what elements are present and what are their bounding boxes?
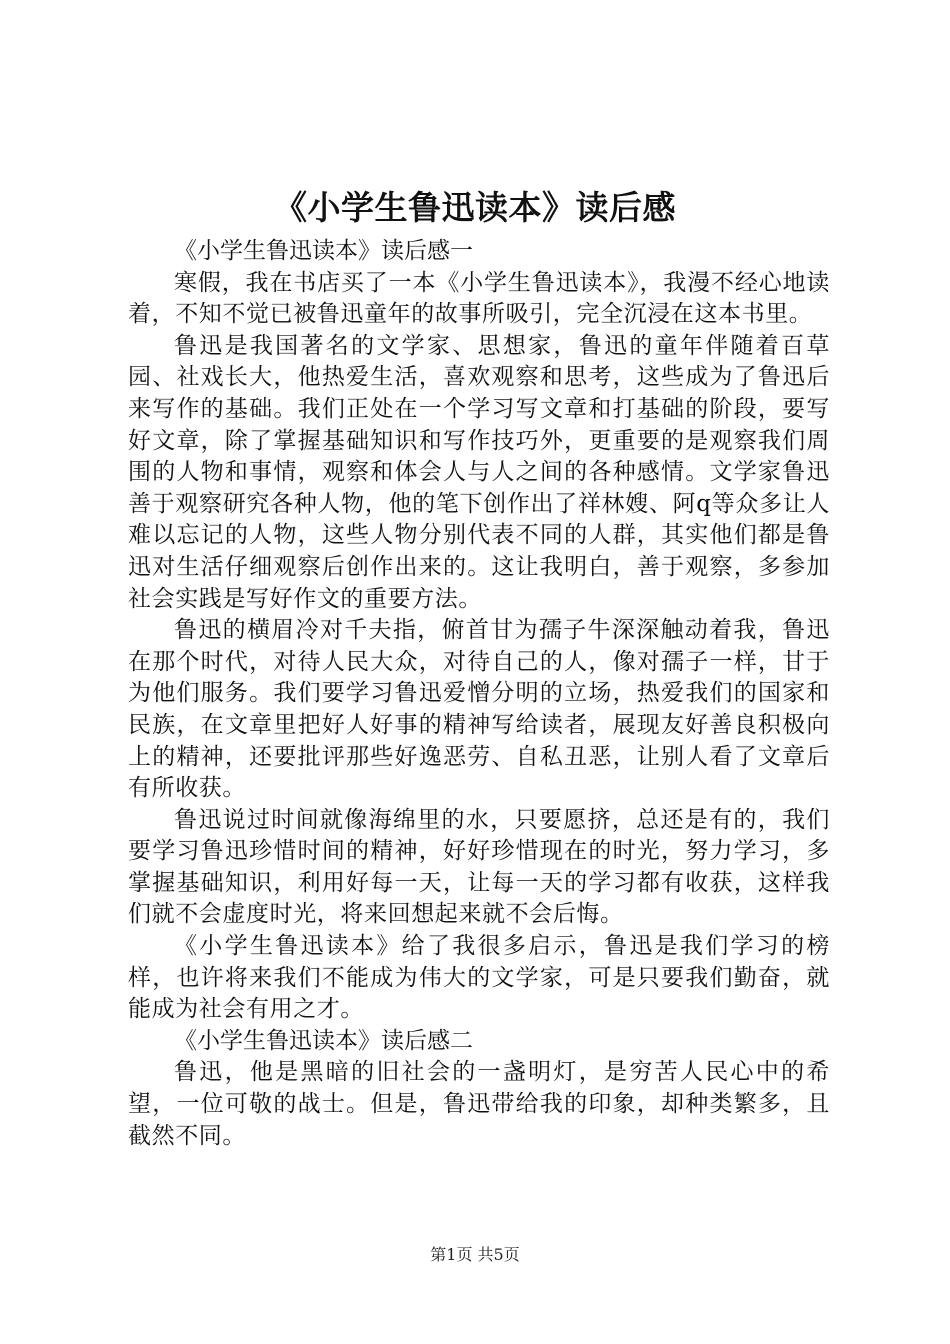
paragraph: 鲁迅的横眉冷对千夫指，俯首甘为孺子牛深深触动着我，鲁迅在那个时代，对待人民大众，对待自己的人，像对孺子一样，甘于为他们服务。我们要学习鲁迅爱憎分明的立场，热爱我们的国家和民族，在文章里把好人好事的精神写给读者，展现友好善良积极向上的精神，还要批评那些好逸恶劳、自私丑恶，让别人看了文章后有所收获。 [128,617,830,802]
paragraph: 寒假，我在书店买了一本《小学生鲁迅读本》，我漫不经心地读着，不知不觉已被鲁迅童年的故事所吸引，完全沉浸在这本书里。 [128,269,830,328]
paragraph: 鲁迅说过时间就像海绵里的水，只要愿挤，总还是有的，我们要学习鲁迅珍惜时间的精神，好好珍惜现在的时光，努力学习，多掌握基础知识，利用好每一天，让每一天的学习都有收获，这样我们就不会虚度时光，将来回想起来就不会后悔。 [128,806,830,928]
section-heading-1: 《小学生鲁迅读本》读后感一 [174,238,473,264]
paragraph: 《小学生鲁迅读本》给了我很多启示，鲁迅是我们学习的榜样，也许将来我们不能成为伟大的文学家，可是只要我们勤奋，就能成为社会有用之才。 [128,933,830,1023]
document-body [128,236,830,1152]
paragraph: 鲁迅是我国著名的文学家、思想家，鲁迅的童年伴随着百草园、社戏长大，他热爱生活，喜欢观察和思考，这些成为了鲁迅后来写作的基础。我们正处在一个学习写文章和打基础的阶段，要写好文章，除了掌握基础知识和写作技巧外，更重要的是观察我们周围的人物和事情，观察和体会人与人之间的各种感情。文学家鲁迅善于观察研究各种人物，他的笔下创作出了祥林嫂、阿q等众多让人难以忘记的人物，这些人物分别代表不同的人群，其实他们都是鲁迅对生活仔细观察后创作出来的。这让我明白，善于观察，多参加社会实践是写好作文的重要方法。 [128,332,830,612]
document-title: 《小学生鲁迅读本》读后感 [274,188,676,227]
page-number-footer: 第1页 共5页 [430,1245,520,1264]
paragraph: 鲁迅，他是黑暗的旧社会的一盏明灯，是穷苦人民心中的希望，一位可敬的战士。但是，鲁迅带给我的印象，却种类繁多，且截然不同。 [128,1059,830,1149]
section-heading-2: 《小学生鲁迅读本》读后感二 [174,1027,473,1054]
